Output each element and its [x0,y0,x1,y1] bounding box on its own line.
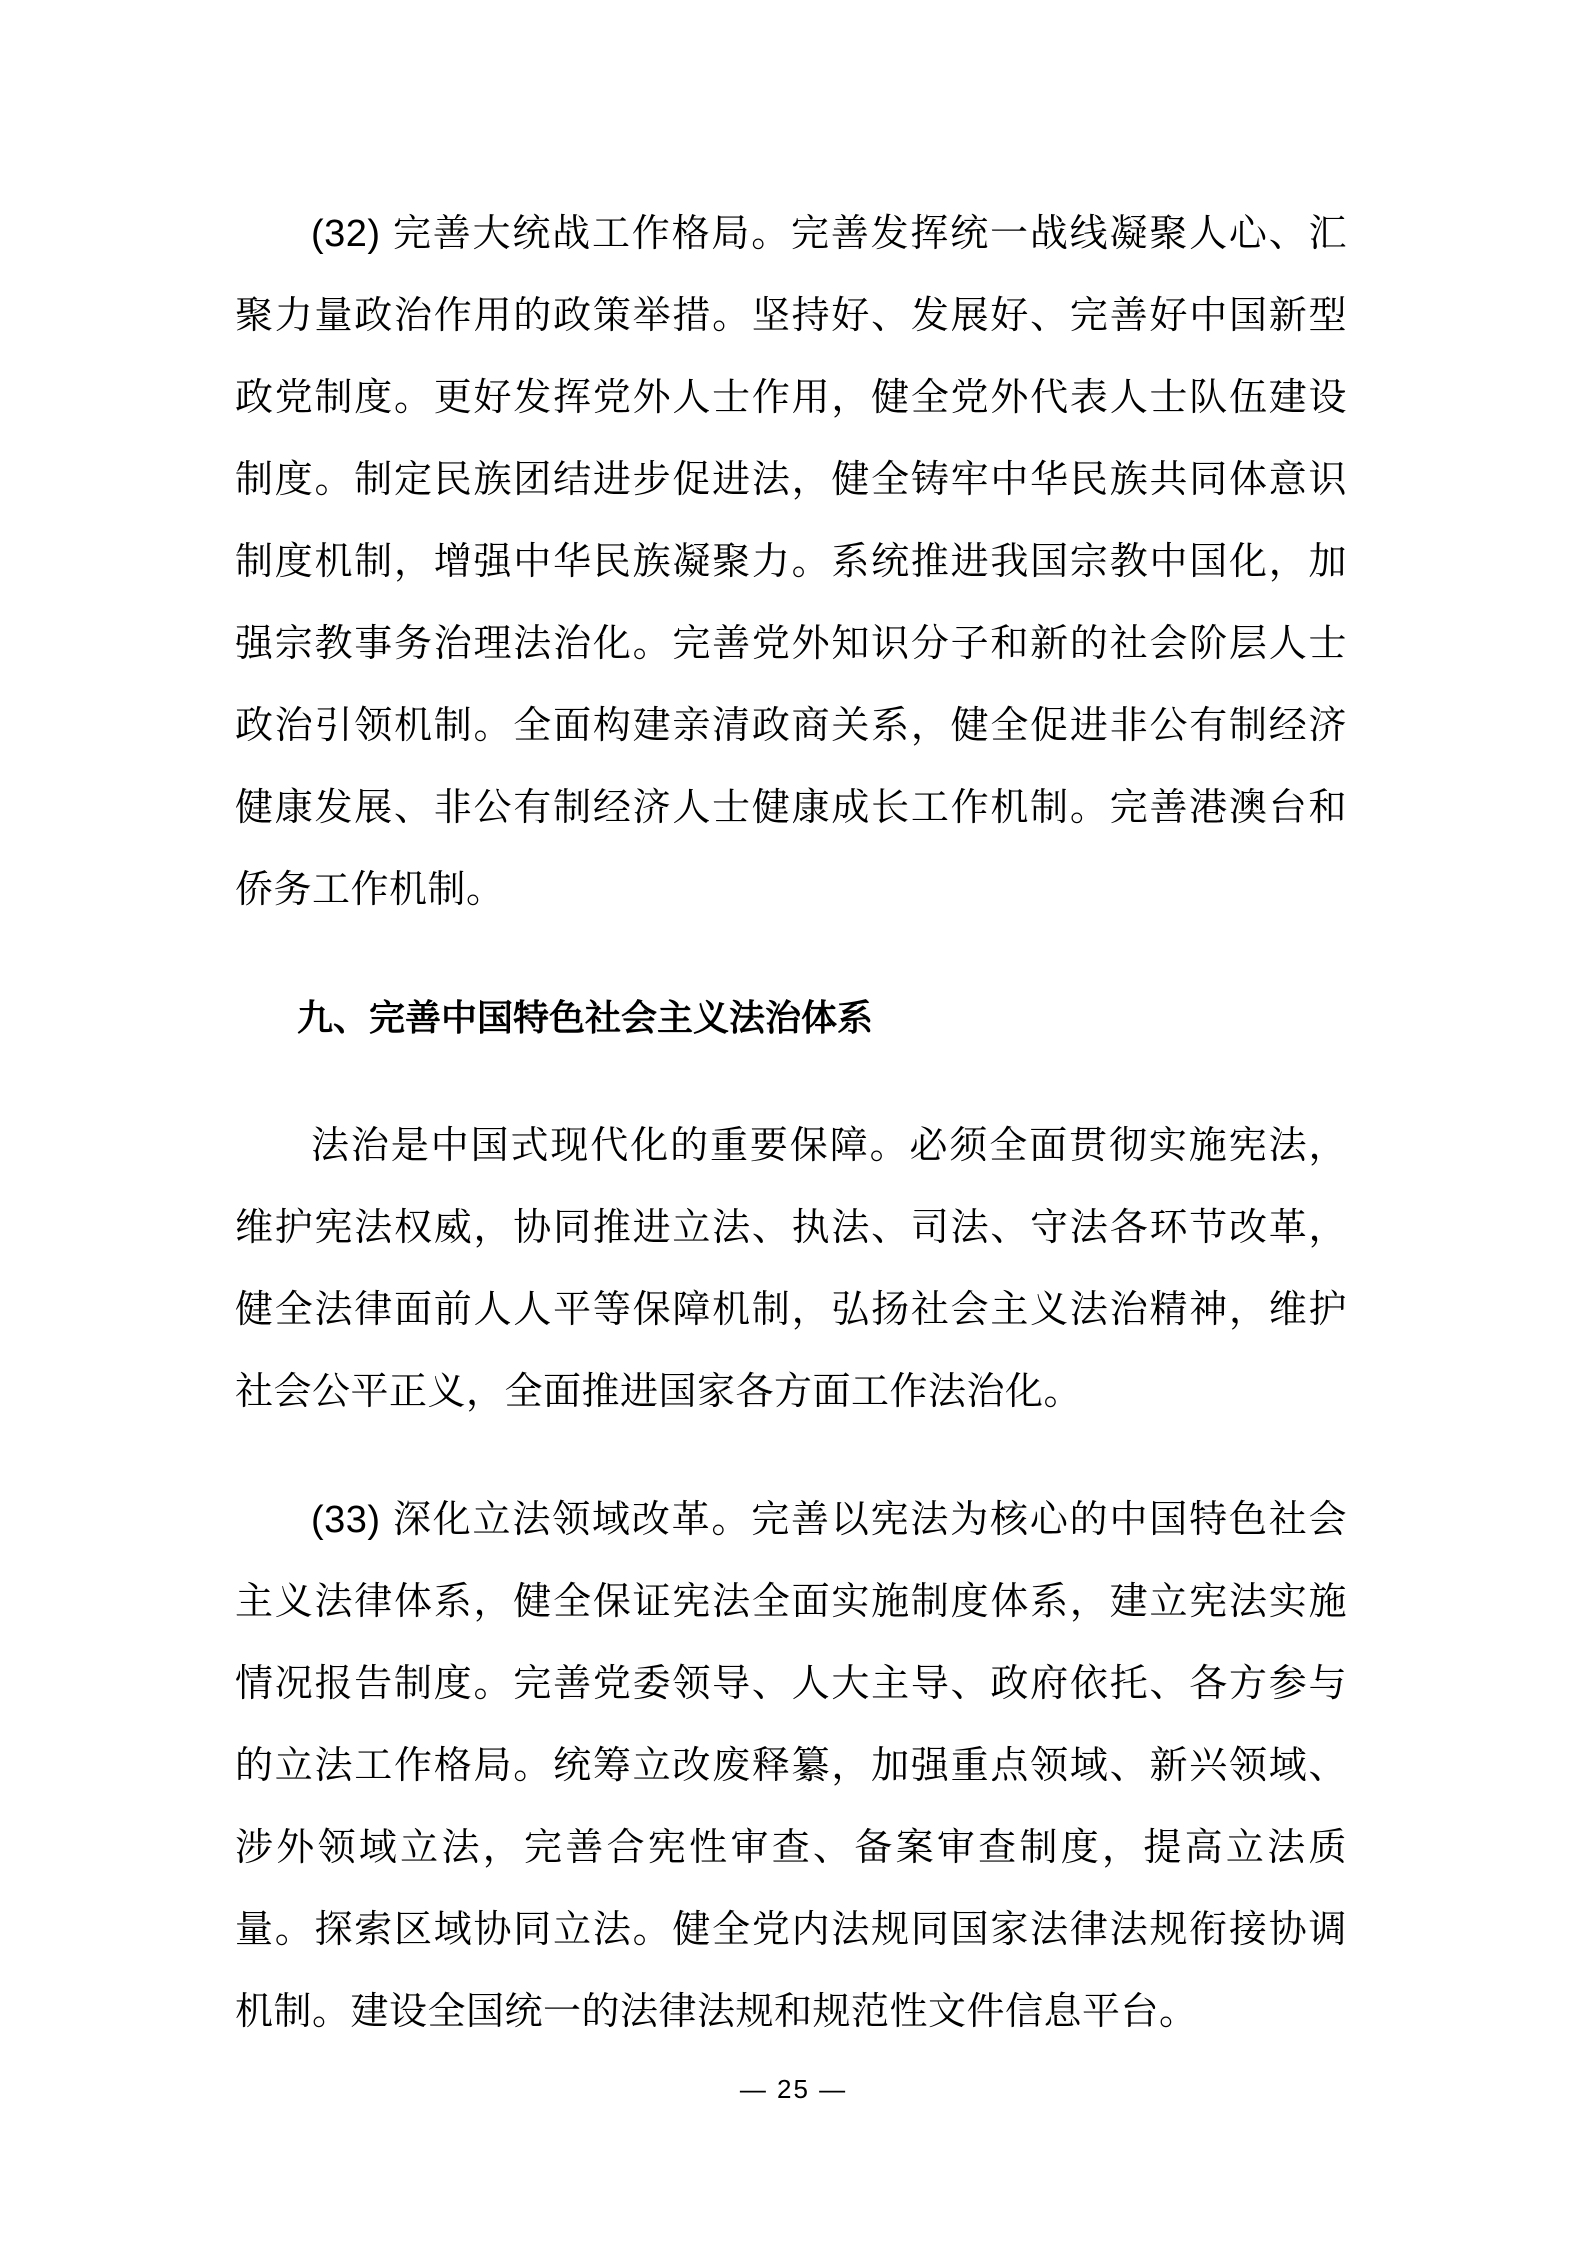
paragraph-32: (32) 完善大统战工作格局。完善发挥统一战线凝聚人心、汇聚力量政治作用的政策举措。坚持好、发展好、完善好中国新型政党制度。更好发挥党外人士作用，健全党外代表人士队伍建设制度。制定民族团结进步促进法，健全铸牢中华民族共同体意识制度机制，增强中华民族凝聚力。系统推进我国宗教中国化，加强宗教事务治理法治化。完善党外知识分子和新的社会阶层人士政治引领机制。全面构建亲清政商关系，健全促进非公有制经济健康发展、非公有制经济人士健康成长工作机制。完善港澳台和侨务工作机制。 [235,213,1347,911]
page-number: — 25 — [739,2074,848,2104]
paragraph-33: (33) 深化立法领域改革。完善以宪法为核心的中国特色社会主义法律体系，健全保证宪法全面实施制度体系，建立宪法实施情况报告制度。完善党委领导、人大主导、政府依托、各方参与的立法工作格局。统筹立改废释纂，加强重点领域、新兴领域、涉外领域立法，完善合宪性审查、备案审查制度，提高立法质量。探索区域协同立法。健全党内法规同国家法律法规衔接协调机制。建设全国统一的法律法规和规范性文件信息平台。 [235,1499,1347,2033]
page-footer [0,2072,1587,2106]
section-heading-9: 九、完善中国特色社会主义法治体系 [297,997,874,1038]
page-content [235,193,1347,2099]
paragraph-law-intro: 法治是中国式现代化的重要保障。必须全面贯彻实施宪法，维护宪法权威，协同推进立法、执法、司法、守法各环节改革，健全法律面前人人平等保障机制，弘扬社会主义法治精神，维护社会公平正义，全面推进国家各方面工作法治化。 [235,1125,1347,1413]
